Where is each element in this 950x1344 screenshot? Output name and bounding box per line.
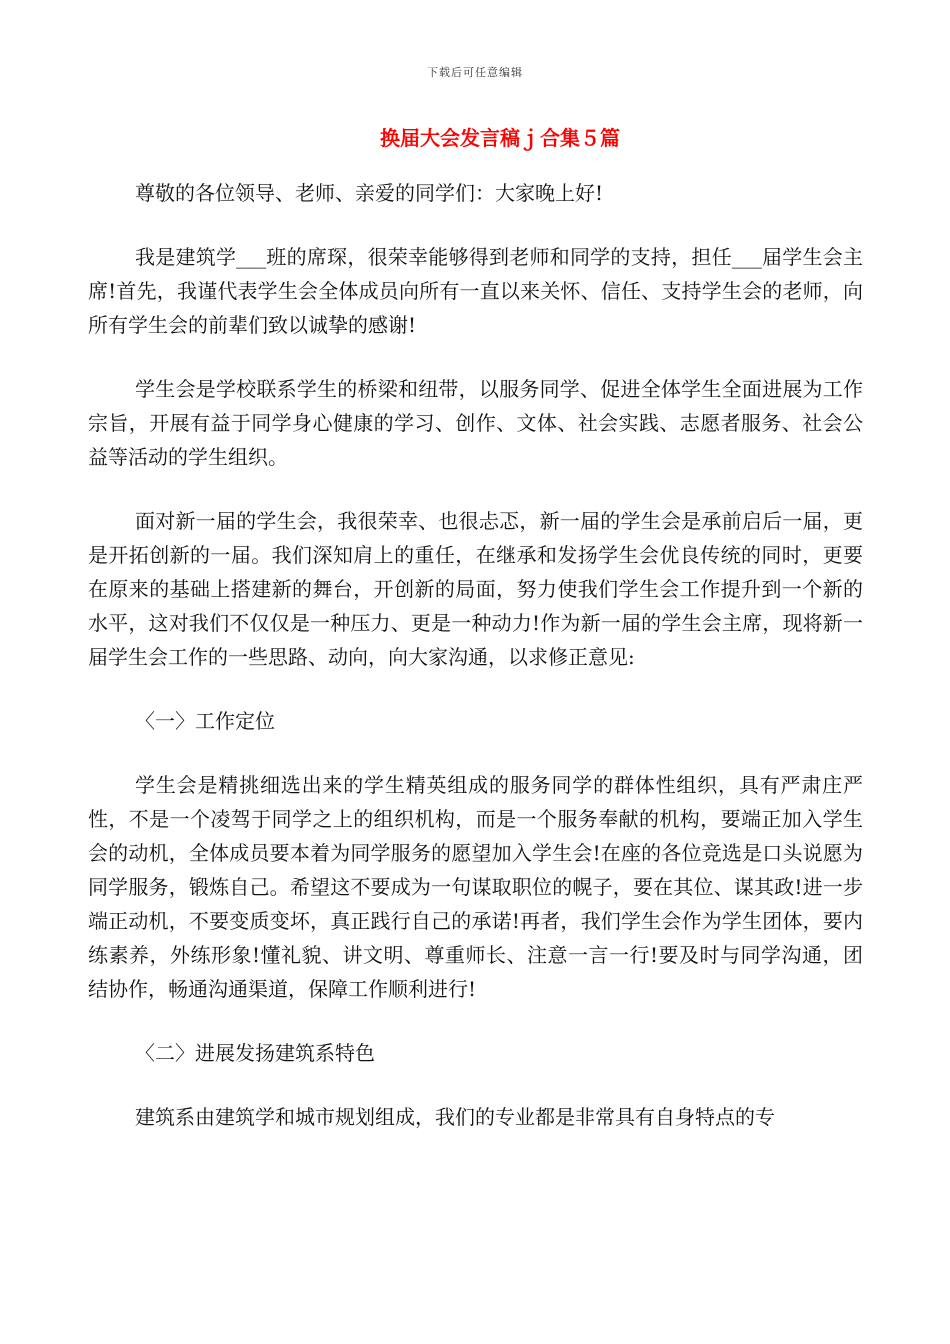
section-heading-2: 〈二〉进展发扬建筑系特色 — [135, 1041, 375, 1065]
document-title: 换届大会发言稿ｊ合集５篇 — [380, 126, 620, 150]
paragraph-introduction: 我是建筑学___班的席琛，很荣幸能够得到老师和同学的支持，担任___届学生会主席!首先，我谨代表学生会全体成员向所有一直以来关怀、信任、支持学生会的老师，向所有学生会的前辈们致以诚挚的感谢! — [88, 245, 863, 337]
paragraph-work-positioning: 学生会是精挑细选出来的学生精英组成的服务同学的群体性组织，具有严肃庄严性，不是一个凌驾于同学之上的组织机构，而是一个服务奉献的机构，要端正加入学生会的动机，全体成员要本着为同学服务的愿望加入学生会!在座的各位竞选是口头说愿为同学服务，锻炼自己。希望这不要成为一句谋取职位的幌子，要在其位、谋其政!进一步端正动机，不要变质变坏，真正践行自己的承诺!再者，我们学生会作为学生团体，要内练素养，外练形象!懂礼貌、讲文明、尊重师长、注意一言一行!要及时与同学沟通，团结协作，畅通沟通渠道，保障工作顺利进行! — [88, 773, 863, 1001]
paragraph-department-features: 建筑系由建筑学和城市规划组成，我们的专业都是非常具有自身特点的专 — [135, 1105, 775, 1129]
paragraph-student-union-role: 学生会是学校联系学生的桥梁和纽带，以服务同学、促进全体学生全面进展为工作宗旨，开展有益于同学身心健康的学习、创作、文体、社会实践、志愿者服务、社会公益等活动的学生组织。 — [88, 377, 863, 469]
section-heading-1: 〈一〉工作定位 — [135, 709, 275, 733]
paragraph-greeting: 尊敬的各位领导、老师、亲爱的同学们：大家晚上好! — [135, 181, 604, 205]
document-body — [88, 176, 863, 1164]
paragraph-new-term: 面对新一届的学生会，我很荣幸、也很忐忑，新一届的学生会是承前启后一届，更是开拓创新的一届。我们深知肩上的重任，在继承和发扬学生会优良传统的同时，更要在原来的基础上搭建新的舞台，开创新的局面，努力使我们学生会工作提升到一个新的水平，这对我们不仅仅是一种压力、更是一种动力!作为新一届的学生会主席，现将新一届学生会工作的一些思路、动向，向大家沟通，以求修正意见: — [88, 509, 863, 669]
header-note: 下载后可任意编辑 — [427, 66, 523, 79]
